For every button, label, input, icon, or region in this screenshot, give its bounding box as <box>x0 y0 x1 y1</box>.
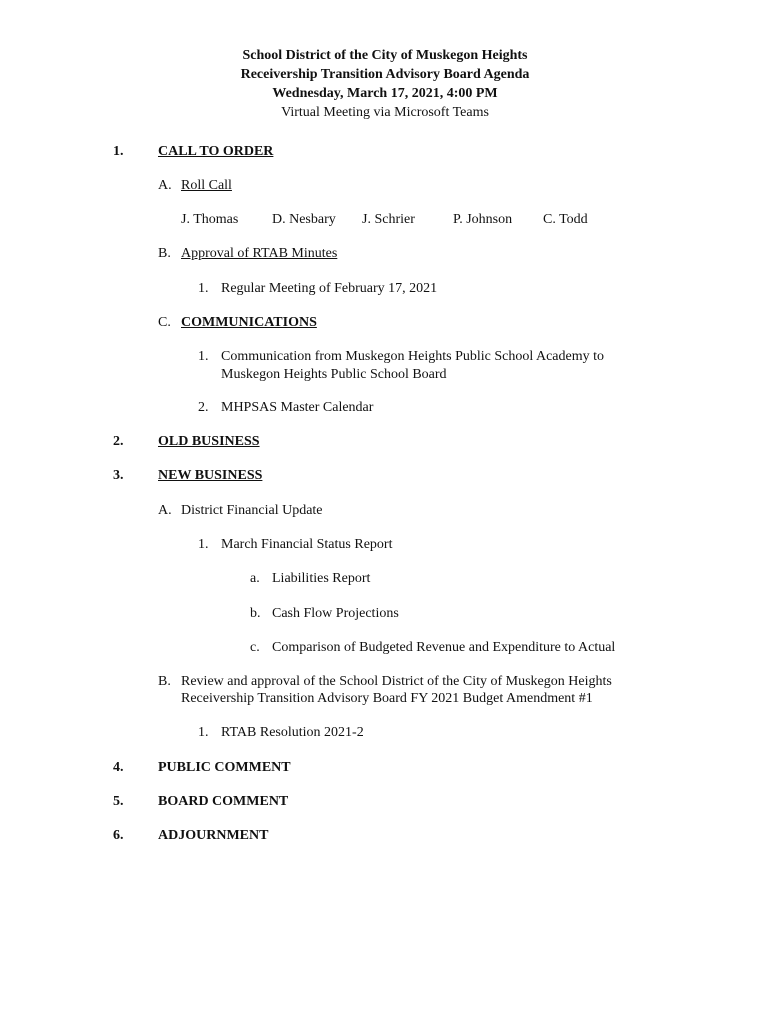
item-letter: B. <box>158 674 171 689</box>
meeting-datetime: Wednesday, March 17, 2021, 4:00 PM <box>272 86 498 101</box>
section-number: 6. <box>113 828 124 843</box>
subsubitem-liabilities-report: Liabilities Report <box>272 571 371 586</box>
subitem-number: 1. <box>198 537 209 552</box>
item-budget-amendment-line1: Review and approval of the School District of the City of Muskegon Heights <box>181 674 612 689</box>
item-letter: C. <box>158 315 171 330</box>
section-title-board-comment: BOARD COMMENT <box>158 794 289 809</box>
subsubitem-letter: c. <box>250 640 260 655</box>
subitem-number: 2. <box>198 400 209 415</box>
section-title-adjournment: ADJOURNMENT <box>158 828 269 843</box>
section-title-old-business: OLD BUSINESS <box>158 434 260 449</box>
subitem-number: 1. <box>198 725 209 740</box>
subsubitem-letter: a. <box>250 571 260 586</box>
subitem-rtab-resolution: RTAB Resolution 2021-2 <box>221 725 364 740</box>
meeting-location: Virtual Meeting via Microsoft Teams <box>281 105 489 120</box>
subitem-communication-line1: Communication from Muskegon Heights Public School Academy to <box>221 349 605 364</box>
subitem-number: 1. <box>198 281 209 296</box>
roll-call-member: C. Todd <box>543 212 588 227</box>
section-number: 1. <box>113 144 124 159</box>
item-roll-call: Roll Call <box>181 178 232 193</box>
subsubitem-letter: b. <box>250 606 261 621</box>
subitem-master-calendar: MHPSAS Master Calendar <box>221 400 374 415</box>
item-letter: B. <box>158 246 171 261</box>
item-district-financial-update: District Financial Update <box>181 503 323 518</box>
section-number: 4. <box>113 760 124 775</box>
roll-call-member: P. Johnson <box>453 212 513 227</box>
section-number: 5. <box>113 794 124 809</box>
section-title-public-comment: PUBLIC COMMENT <box>158 760 291 775</box>
subitem-number: 1. <box>198 349 209 364</box>
item-letter: A. <box>158 178 172 193</box>
document-title: School District of the City of Muskegon Heights <box>242 48 528 63</box>
roll-call-member: J. Schrier <box>362 212 415 227</box>
item-approval-minutes: Approval of RTAB Minutes <box>181 246 338 261</box>
subitem-communication-line2: Muskegon Heights Public School Board <box>221 367 447 382</box>
item-letter: A. <box>158 503 172 518</box>
item-budget-amendment-line2: Receivership Transition Advisory Board FY 2021 Budget Amendment #1 <box>181 691 593 706</box>
subitem-regular-meeting: Regular Meeting of February 17, 2021 <box>221 281 438 296</box>
section-title-new-business: NEW BUSINESS <box>158 468 263 483</box>
subsubitem-budget-comparison: Comparison of Budgeted Revenue and Expenditure to Actual <box>272 640 616 655</box>
document-subtitle: Receivership Transition Advisory Board Agenda <box>240 67 530 82</box>
subitem-financial-status-report: March Financial Status Report <box>221 537 393 552</box>
section-number: 2. <box>113 434 124 449</box>
roll-call-member: J. Thomas <box>181 212 239 227</box>
item-communications: COMMUNICATIONS <box>181 315 317 330</box>
section-title-call-to-order: CALL TO ORDER <box>158 144 274 159</box>
subsubitem-cash-flow: Cash Flow Projections <box>272 606 399 621</box>
section-number: 3. <box>113 468 124 483</box>
roll-call-member: D. Nesbary <box>272 212 336 227</box>
